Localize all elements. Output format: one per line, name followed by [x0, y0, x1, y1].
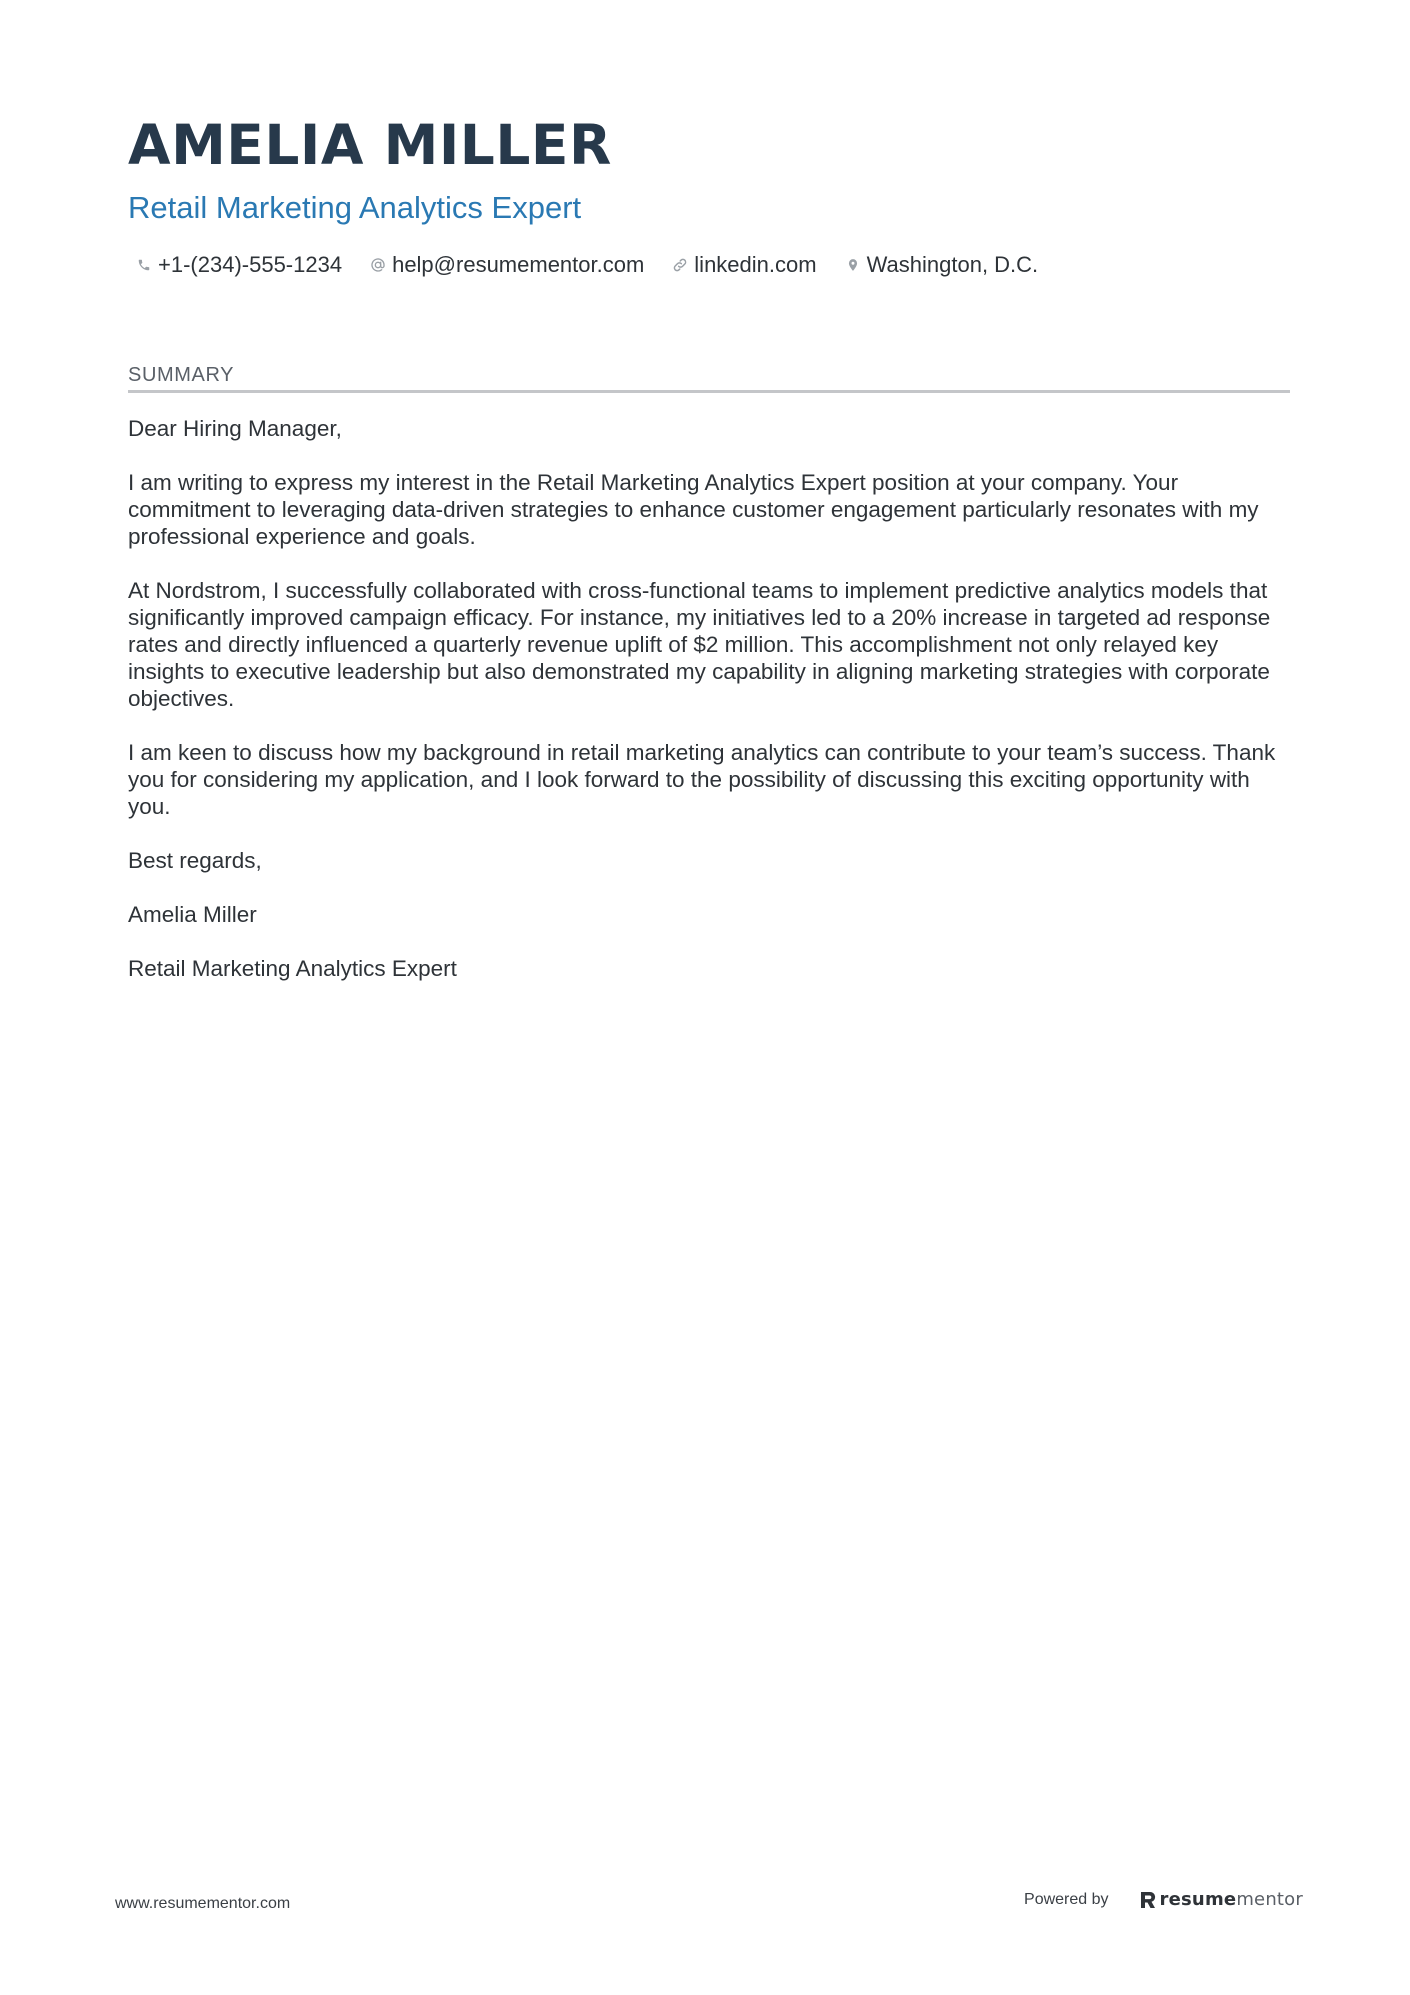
contact-linkedin[interactable] — [672, 252, 816, 278]
footer-branding — [1024, 1889, 1303, 1910]
resumementor-logo-icon — [1139, 1890, 1157, 1910]
contact-location — [845, 252, 1039, 278]
powered-by-label: Powered by — [1024, 1890, 1109, 1908]
contact-email[interactable] — [370, 252, 644, 278]
letter-closing: Best regards, — [128, 848, 262, 873]
logo-wordmark — [1160, 1889, 1303, 1910]
section-divider — [128, 390, 1290, 393]
link-icon — [672, 257, 688, 273]
resumementor-logo[interactable] — [1139, 1889, 1303, 1910]
signature-name: Amelia Miller — [128, 902, 257, 927]
cover-letter-body — [128, 415, 1290, 982]
section-heading-summary: SUMMARY — [128, 364, 235, 386]
location-pin-icon — [845, 257, 861, 273]
letter-paragraph: At Nordstrom, I successfully collaborated with cross-functional teams to implement predictive analytics models that significantly improved campaign efficacy. For instance, my initiatives led to a 20% increase in targeted ad response rates and directly influenced a quarterly revenue uplift of $2 million. This accomplishment not only relayed key insights to executive leadership but also demonstrated my capability in aligning marketing strategies with corporate objectives. — [128, 578, 1271, 711]
logo-wordmark-bold: resume — [1159, 1889, 1237, 1910]
applicant-name: AMELIA MILLER — [128, 113, 612, 177]
letter-paragraph: I am writing to express my interest in the Retail Marketing Analytics Expert position at your company. Your commitment to leveraging data-driven strategies to enhance customer engagement particularly resonates with my professional experience and goals. — [128, 470, 1259, 549]
email-text: help@resumementor.com — [392, 252, 645, 277]
at-icon — [370, 257, 386, 273]
phone-text: +1-(234)-555-1234 — [158, 252, 343, 277]
letter-paragraph: I am keen to discuss how my background in retail marketing analytics can contribute to your team’s success. Thank you for considering my application, and I look forward to the possibility of discussing this exciting opportunity with you. — [128, 740, 1276, 819]
logo-wordmark-light: mentor — [1236, 1889, 1303, 1910]
contact-bar — [128, 250, 1290, 280]
letter-salutation: Dear Hiring Manager, — [128, 416, 342, 441]
linkedin-text: linkedin.com — [694, 252, 817, 277]
footer-website-link[interactable]: www.resumementor.com — [115, 1895, 291, 1912]
applicant-title: Retail Marketing Analytics Expert — [128, 190, 582, 225]
signature-title: Retail Marketing Analytics Expert — [128, 956, 457, 981]
phone-icon — [136, 257, 152, 273]
location-text: Washington, D.C. — [866, 252, 1039, 277]
contact-phone — [136, 252, 342, 278]
resume-page — [128, 108, 1290, 1009]
